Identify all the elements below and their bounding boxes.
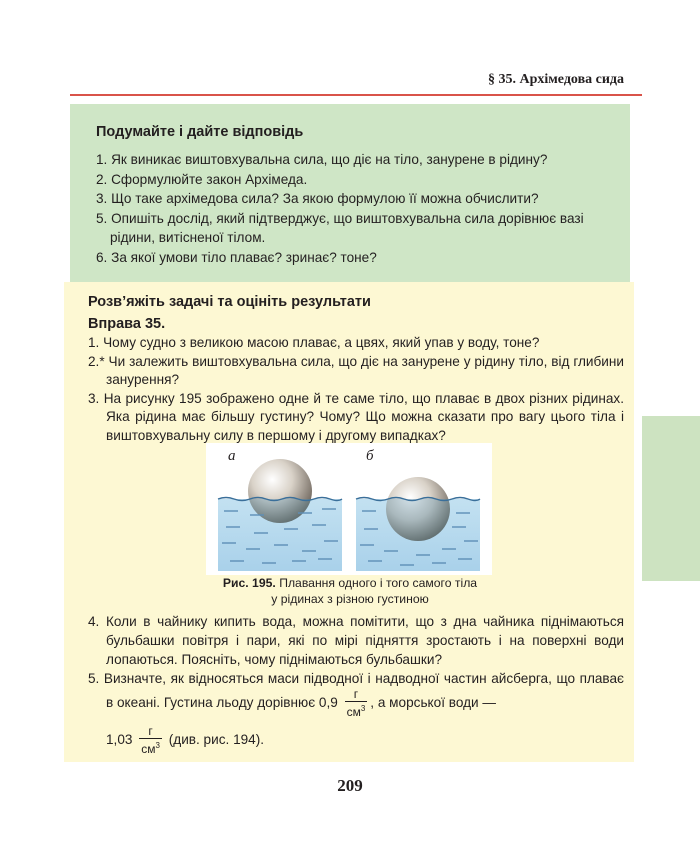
floating-spheres-illustration xyxy=(206,443,492,575)
task-item: 4. Коли в чайнику кипить вода, можна помітити, що з дна чайника піднімаються бульбашки повітря і пари, які по мірі підняття зростають і на поверхні води лопаються. Поясніть, чому піднімаються бульбашки? xyxy=(88,614,624,667)
fraction-exponent: 3 xyxy=(360,704,366,713)
question-item: 6. За якої умови тіло плаває? зринає? тоне? xyxy=(96,249,377,265)
question-item: 3. Що таке архімедова сила? За якою формулою її можна обчислити? xyxy=(96,191,539,206)
fraction-numerator: г xyxy=(345,688,368,702)
figure-label-a: а xyxy=(228,448,236,464)
page-number: 209 xyxy=(337,776,363,795)
figure-caption xyxy=(200,576,500,607)
questions-list xyxy=(96,150,616,267)
tasks-list xyxy=(88,334,624,445)
seawater-density-value: 1,03 xyxy=(106,732,133,748)
caption-line1: Плавання одного і того самого тіла xyxy=(279,576,478,590)
fraction-denominator-2: см xyxy=(141,742,156,756)
side-tab xyxy=(642,416,700,581)
task5-text-2: , а морської води — xyxy=(370,695,496,711)
tasks-list-continued xyxy=(88,612,624,756)
task-item: 3. На рисунку 195 зображено одне й те саме тіло, що плаває в двох різних рідинах. Яка рідина має більшу густину? Чому? Що можна сказати про вагу цього тіла і виштовхувальну силу в першому і другому випадках? xyxy=(88,390,624,443)
question-item: 2. Сформулюйте закон Архімеда. xyxy=(96,171,308,187)
fraction-exponent-2: 3 xyxy=(155,741,160,750)
density-fraction-2 xyxy=(139,725,162,756)
task-item-5 xyxy=(88,669,624,719)
fraction-numerator-2: г xyxy=(139,725,162,739)
exercise-title: Вправа 35. xyxy=(88,316,166,332)
task5-text: 5. Визначте, як відносяться маси підводної і надводної частин айсберга, що плаває в океані. Густина льоду дорівнює 0,9 xyxy=(88,671,624,711)
task5-continuation xyxy=(88,725,624,756)
tasks-title: Розв’яжіть задачі та оцініть результати xyxy=(88,294,371,310)
header-rule xyxy=(70,94,642,96)
questions-title: Подумайте і дайте відповідь xyxy=(96,124,304,140)
caption-line2: у рідинах з різною густиною xyxy=(271,591,429,606)
figure-195 xyxy=(206,443,492,575)
task-item: 1. Чому судно з великою масою плаває, а цвях, який упав у воду, тоне? xyxy=(88,335,540,350)
fraction-denominator: см xyxy=(346,705,361,719)
density-fraction xyxy=(345,688,368,719)
question-item: 1. Як виникає виштовхувальна сила, що діє на тіло, занурене в рідину? xyxy=(96,152,548,167)
task-item: 2.* Чи залежить виштовхувальна сила, що діє на занурене у рідину тіло, від глибини занурення? xyxy=(88,353,624,387)
question-item: 5. Опишіть дослід, який підтверджує, що виштовхувальна сила дорівнює вазі рідини, витісненої тілом. xyxy=(96,210,584,245)
task5-reference: (див. рис. 194). xyxy=(168,732,265,748)
figure-label-b: б xyxy=(366,448,374,464)
caption-label: Рис. 195. xyxy=(222,576,276,590)
section-header: § 35. Архімедова сида xyxy=(487,72,624,87)
